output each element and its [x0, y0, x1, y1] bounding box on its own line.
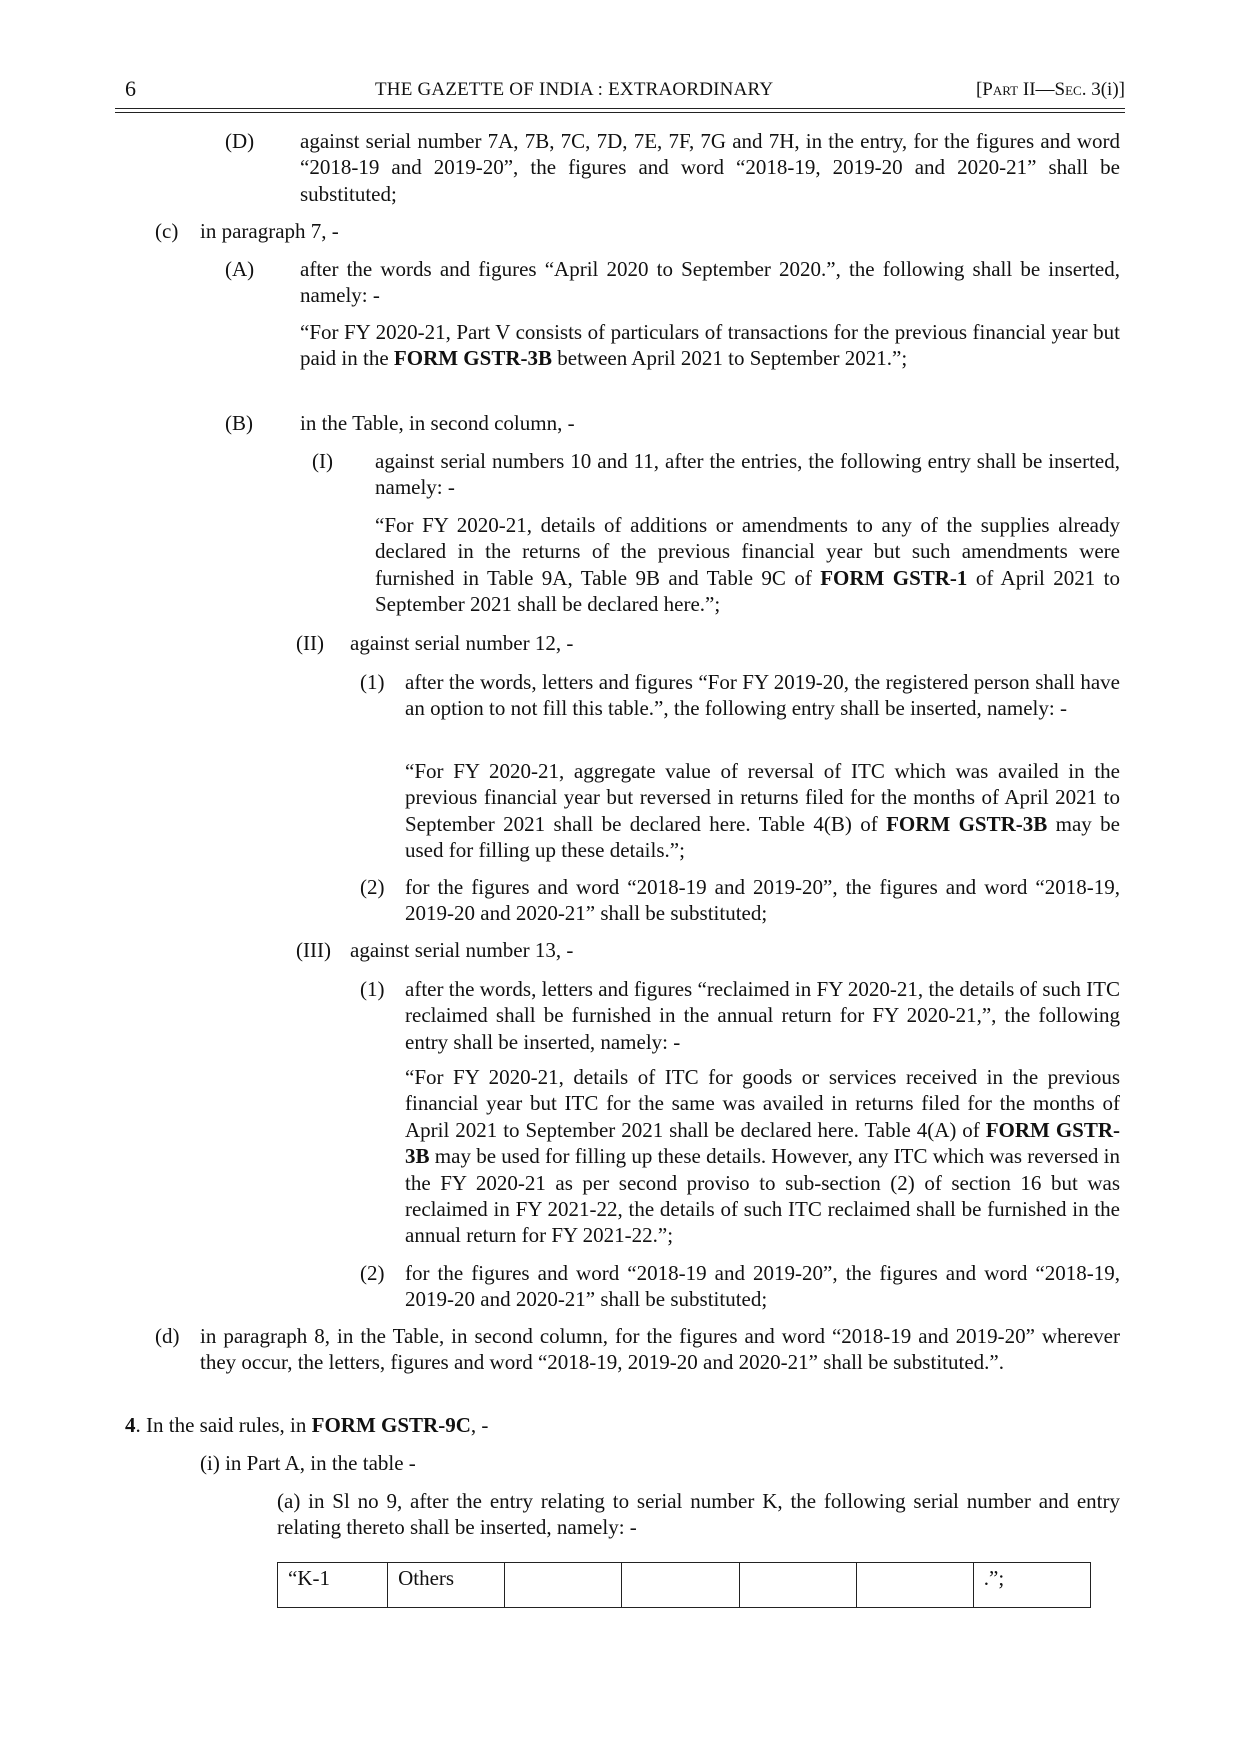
clause-II-quote: “For FY 2020-21, aggregate value of reversal of ITC which was availed in the previous financial year but reversed in returns filed for the months of April 2021 to September 2021 shall be declared here. Table 4(B) of FORM GSTR-3B may be used for filling up these details.”;: [405, 759, 1120, 863]
clause-I-label: (I): [312, 449, 333, 473]
clause-c-text: in paragraph 7, -: [200, 219, 339, 243]
table-cell: [622, 1563, 739, 1608]
section-4-heading: 4. In the said rules, in FORM GSTR-9C, -: [125, 1413, 489, 1437]
table-cell: [505, 1563, 622, 1608]
table-cell: .”;: [973, 1563, 1090, 1608]
page-header: [115, 76, 1125, 110]
clause-III-label: (III): [296, 938, 331, 962]
clause-d-text: in paragraph 8, in the Table, in second column, for the figures and word “2018-19 and 2019-20” wherever they occur, the letters, figures and word “2018-19, 2019-20 and 2020-21” shall be substituted.”.: [200, 1324, 1120, 1375]
clause-cA-text: after the words and figures “April 2020 to September 2020.”, the following shall be inserted, namely: -: [300, 257, 1120, 308]
table-cell: [739, 1563, 856, 1608]
table-cell: [856, 1563, 973, 1608]
clause-II-label: (II): [296, 631, 324, 655]
clause-cA-label: (A): [225, 257, 255, 281]
section-4-i: (i) in Part A, in the table -: [200, 1451, 416, 1475]
clause-c-label: (c): [155, 219, 179, 243]
clause-II-1-text: after the words, letters and figures “For FY 2019-20, the registered person shall have an option to not fill this table.”, the following entry shall be inserted, namely: -: [405, 670, 1120, 721]
clause-D-text: against serial number 7A, 7B, 7C, 7D, 7E, 7F, 7G and 7H, in the entry, for the figures and word “2018-19 and 2019-20”, the figures and word “2018-19, 2019-20 and 2020-21” shall be substituted;: [300, 129, 1120, 206]
header-rule-thin: [115, 112, 1125, 113]
clause-II-2-label: (2): [360, 875, 385, 899]
clause-II-2-text: for the figures and word “2018-19 and 2019-20”, the figures and word “2018-19, 2019-20 and 2020-21” shall be substituted;: [405, 875, 1120, 926]
table-cell: Others: [388, 1563, 505, 1608]
k1-table: [277, 1562, 1091, 1608]
clause-D-label: (D): [225, 129, 255, 153]
gazette-title: THE GAZETTE OF INDIA : EXTRAORDINARY: [375, 79, 774, 100]
clause-cB-text: in the Table, in second column, -: [300, 411, 575, 435]
header-rule: [115, 108, 1125, 109]
table-cell: “K-1: [278, 1563, 388, 1608]
clause-d-label: (d): [155, 1324, 180, 1348]
clause-III-text: against serial number 13, -: [350, 938, 574, 962]
clause-cA-quote: “For FY 2020-21, Part V consists of particulars of transactions for the previous financial year but paid in the FORM GSTR-3B between April 2021 to September 2021.”;: [300, 320, 1120, 371]
section-4-a: (a) in Sl no 9, after the entry relating to serial number K, the following serial number and entry relating thereto shall be inserted, namely: -: [277, 1489, 1120, 1540]
page-number: 6: [125, 76, 136, 101]
clause-II-text: against serial number 12, -: [350, 631, 574, 655]
clause-III-1-label: (1): [360, 977, 385, 1001]
clause-cB-label: (B): [225, 411, 253, 435]
clause-I-text: against serial numbers 10 and 11, after the entries, the following entry shall be inserted, namely: -: [375, 449, 1120, 500]
clause-II-1-label: (1): [360, 670, 385, 694]
part-section: [Part II—Sec. 3(i)]: [975, 79, 1125, 100]
clause-I-quote: “For FY 2020-21, details of additions or amendments to any of the supplies already declared in the returns of the previous financial year but such amendments were furnished in Table 9A, Table 9B and Table 9C of FORM GSTR-1 of April 2021 to September 2021 shall be declared here.”;: [375, 513, 1121, 617]
table-row: [278, 1563, 1091, 1608]
clause-III-2-label: (2): [360, 1261, 385, 1285]
clause-III-2-text: for the figures and word “2018-19 and 2019-20”, the figures and word “2018-19, 2019-20 and 2020-21” shall be substituted;: [405, 1261, 1120, 1312]
clause-III-1-text: after the words, letters and figures “reclaimed in FY 2020-21, the details of such ITC reclaimed shall be furnished in the annual return for FY 2020-21,”, the following entry shall be inserted, namely: -: [405, 977, 1120, 1054]
clause-III-quote: “For FY 2020-21, details of ITC for goods or services received in the previous financial year but ITC for the same was availed in returns filed for the months of April 2021 to September 2021 shall be declared here. Table 4(A) of FORM GSTR-3B may be used for filling up these details. However, any ITC which was reversed in the FY 2020-21 as per second proviso to sub-section (2) of section 16 but was reclaimed in FY 2021-22, the details of such ITC reclaimed shall be furnished in the annual return for FY 2021-22.”;: [405, 1065, 1120, 1248]
